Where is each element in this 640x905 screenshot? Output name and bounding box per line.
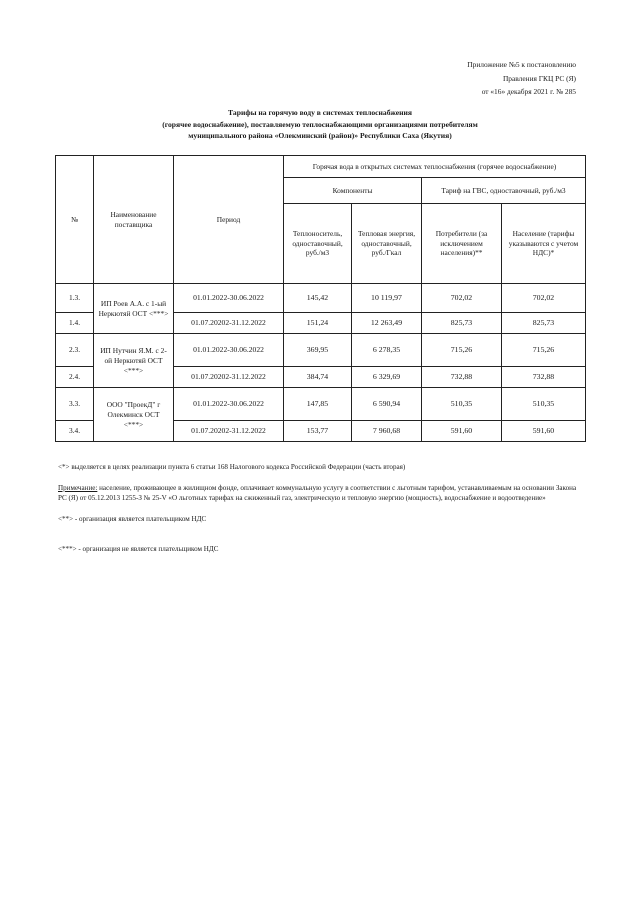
row-heat-energy: 6 329,69 bbox=[352, 367, 422, 388]
title-line: муниципального района «Олекминский (район)» Республики Саха (Якутия) bbox=[188, 131, 452, 140]
row-heat-energy: 6 278,35 bbox=[352, 334, 422, 367]
row-period: 01.07.20202-31.12.2022 bbox=[174, 367, 284, 388]
row-period: 01.07.20202-31.12.2022 bbox=[174, 421, 284, 442]
remark-label: Примечание: bbox=[58, 483, 98, 492]
appendix-line: Правления ГКЦ РС (Я) bbox=[502, 73, 576, 83]
title-line: (горячее водоснабжение), поставляемую теплоснабжающими организациями потребителям bbox=[162, 119, 478, 129]
row-population: 591,60 bbox=[502, 421, 586, 442]
row-consumers: 510,35 bbox=[422, 388, 502, 421]
row-period: 01.07.20202-31.12.2022 bbox=[174, 313, 284, 334]
header-supplier: Наименование поставщика bbox=[94, 156, 174, 284]
header-heat-energy: Тепловая энергия, одноставочный, руб./Гкал bbox=[352, 204, 422, 284]
row-heat-energy: 6 590,94 bbox=[352, 388, 422, 421]
footnote-vat-payer: <**> - организация является плательщиком НДС bbox=[58, 514, 207, 523]
supplier-name: ИП Нутчин Я.М. с 2-ой Неркютяй ОСТ <***> bbox=[94, 334, 174, 388]
row-heat-energy: 10 119,97 bbox=[352, 284, 422, 313]
header-tariff-gvs: Тариф на ГВС, одноставочный, руб./м3 bbox=[422, 178, 586, 204]
header-components: Компоненты bbox=[284, 178, 422, 204]
row-heat-carrier: 369,95 bbox=[284, 334, 352, 367]
row-period: 01.01.2022-30.06.2022 bbox=[174, 388, 284, 421]
remark-text: население, проживающее в жилищном фонде, оплачивает коммунальную услугу в соответствии с льготным тарифом, устанавливаемым на основании Закона РС (Я) от 05.12.2013 1255-З № 25-V «О льготных тарифах на сжиженный газ, электрическую и тепловую энергию (мощность), водоснабжение и водоотведение» bbox=[58, 483, 577, 503]
tariff-table bbox=[55, 155, 586, 442]
appendix-line: от «16» декабря 2021 г. № 285 bbox=[481, 87, 576, 96]
header-no: № bbox=[56, 156, 94, 284]
table-row bbox=[56, 334, 586, 367]
row-no: 3.3. bbox=[56, 388, 94, 421]
row-heat-carrier: 151,24 bbox=[284, 313, 352, 334]
header-heat-carrier: Теплоноситель, одноставочный, руб./м3 bbox=[284, 204, 352, 284]
row-no: 2.3. bbox=[56, 334, 94, 367]
row-no: 1.4. bbox=[56, 313, 94, 334]
table-row bbox=[56, 284, 586, 313]
appendix-line: Приложение №5 к постановлению bbox=[467, 60, 576, 69]
row-no: 3.4. bbox=[56, 421, 94, 442]
supplier-name: ИП Роев А.А. с 1-ый Неркютяй ОСТ <***> bbox=[94, 284, 174, 334]
row-population: 825,73 bbox=[502, 313, 586, 334]
header-consumers: Потребители (за исключением населения)** bbox=[422, 204, 502, 284]
header-open-systems: Горячая вода в открытых системах теплоснабжения (горячее водоснабжение) bbox=[284, 156, 586, 178]
row-consumers: 702,02 bbox=[422, 284, 502, 313]
row-heat-carrier: 145,42 bbox=[284, 284, 352, 313]
row-heat-carrier: 384,74 bbox=[284, 367, 352, 388]
title-line: Тарифы на горячую воду в системах теплоснабжения bbox=[228, 108, 412, 117]
supplier-name: ООО "ПроекД" г Олекминск ОСТ <***> bbox=[94, 388, 174, 442]
document-title bbox=[60, 107, 580, 142]
footnotes bbox=[58, 462, 582, 555]
row-period: 01.01.2022-30.06.2022 bbox=[174, 334, 284, 367]
row-population: 510,35 bbox=[502, 388, 586, 421]
row-period: 01.01.2022-30.06.2022 bbox=[174, 284, 284, 313]
row-consumers: 732,88 bbox=[422, 367, 502, 388]
row-population: 715,26 bbox=[502, 334, 586, 367]
appendix-header bbox=[467, 58, 576, 99]
row-heat-energy: 12 263,49 bbox=[352, 313, 422, 334]
row-population: 702,02 bbox=[502, 284, 586, 313]
row-no: 1.3. bbox=[56, 284, 94, 313]
row-heat-carrier: 153,77 bbox=[284, 421, 352, 442]
row-population: 732,88 bbox=[502, 367, 586, 388]
footnote-not-vat-payer: <***> - организация не является плательщиком НДС bbox=[58, 545, 219, 554]
row-heat-carrier: 147,85 bbox=[284, 388, 352, 421]
row-consumers: 825,73 bbox=[422, 313, 502, 334]
row-consumers: 591,60 bbox=[422, 421, 502, 442]
row-heat-energy: 7 960,68 bbox=[352, 421, 422, 442]
footnote-remark bbox=[58, 483, 582, 504]
row-no: 2.4. bbox=[56, 367, 94, 388]
header-population: Население (тарифы указываются с учетом НДС)* bbox=[502, 204, 586, 284]
header-period: Период bbox=[174, 156, 284, 284]
footnote-vat-purpose: <*> выделяется в целях реализации пункта 6 статьи 168 Налогового кодекса Российской Федерации (часть вторая) bbox=[58, 463, 406, 471]
row-consumers: 715,26 bbox=[422, 334, 502, 367]
table-row bbox=[56, 388, 586, 421]
